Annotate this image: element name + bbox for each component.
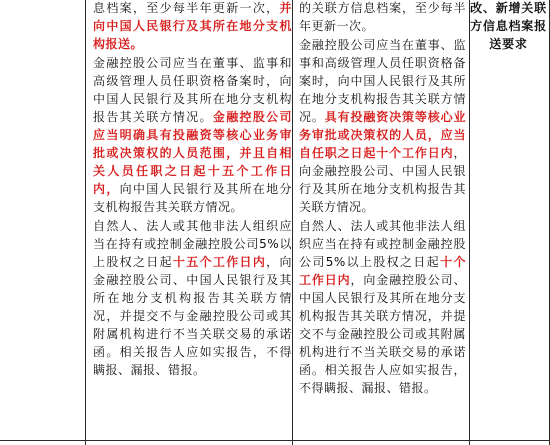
left-p3-run-3: ，向金融控股公司、中国人民银行及其所在地分支机构报告其关联方情况，并提交不与金融控股公司或其附属机构进行不当关联交易的承诺函。相关报告人应如实报告，不得瞒报、漏报、错报。 bbox=[93, 255, 292, 377]
middle-p2-run-2: 具有投融资决策等核心业务审批或决策权的人员，应当自任职之日起十个工作日内 bbox=[299, 110, 466, 160]
middle-p3-run-3: ，向金融控股公司、中国人民银行及其所在地分支机构报告其关联方情况，并提交不与金融控股公司或其附属机构进行不当关联交易的承诺函。相关报告人应如实报告，不得瞒报、漏报、错报。 bbox=[299, 273, 466, 395]
left-content-column bbox=[93, 0, 292, 439]
right-section-heading: 改、新增关联方信息档案报送要求 bbox=[470, 1, 547, 51]
column-divider-2 bbox=[292, 0, 293, 445]
right-heading-column bbox=[470, 0, 549, 439]
left-paragraph-2 bbox=[93, 54, 292, 216]
middle-p2-run-1: 金融控股公司应当在董事、监事和高级管理人员任职资格备案时，向中国人民银行及其所在地分支机构报告其关联方情况。 bbox=[299, 38, 466, 124]
middle-p3-run-1: 自然人、法人或其他非法人组织应当在持有或控制金融控股公司5%以上股权之日起 bbox=[299, 219, 466, 269]
left-p3-run-2: 十五个工作日内 bbox=[172, 255, 267, 269]
column-divider-1 bbox=[85, 0, 86, 445]
left-p1-run-1: 息档案，至少每半年更新一次， bbox=[93, 1, 280, 15]
middle-content-column bbox=[299, 0, 466, 439]
left-p2-run-3: 向中国人民银行及其所在地分支机构报告其关联方情况。 bbox=[93, 182, 292, 214]
left-p3-run-1: 自然人、法人或其他非法人组织应当在持有或控制金融控股公司5%以上股权之日起 bbox=[93, 219, 292, 269]
left-p2-run-1: 金融控股公司应当在董事、监事和高级管理人员任职资格备案时，向中国人民银行及其所在地分支机构报告其关联方情况。 bbox=[93, 56, 292, 124]
table-bottom-border bbox=[0, 440, 550, 441]
left-paragraph-3 bbox=[93, 217, 292, 379]
left-p2-run-2: 金融控股公司应当明确具有投融资等核心业务审批或决策权的人员范围，并且自相关人员任职之日起十五个工作日内， bbox=[93, 110, 292, 196]
left-p1-run-2: 并向中国人民银行及其所在地分支机构报送。 bbox=[93, 1, 292, 51]
middle-p1-run-1: 的关联方信息档案，至少每半年更新一次。 bbox=[299, 1, 466, 33]
middle-paragraph-2 bbox=[299, 36, 466, 216]
middle-paragraph-1 bbox=[299, 0, 466, 35]
middle-paragraph-3 bbox=[299, 217, 466, 397]
middle-p2-run-3: ，向金融控股公司、中国人民银行及其所在地分支机构报告其关联方情况。 bbox=[299, 146, 466, 214]
middle-p3-run-2: 十个工作日内 bbox=[299, 255, 466, 287]
left-paragraph-1 bbox=[93, 0, 292, 53]
